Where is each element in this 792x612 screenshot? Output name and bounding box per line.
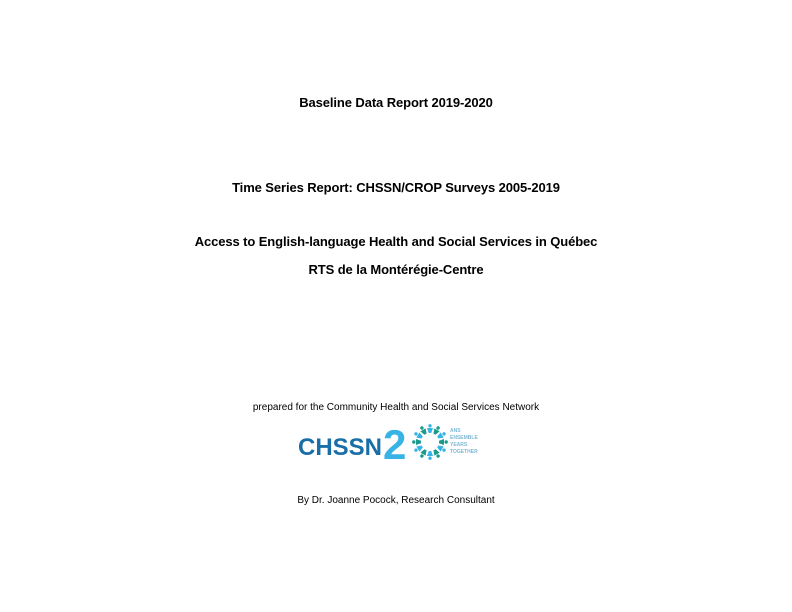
logo-person-figure-icon — [427, 424, 433, 433]
logo-person-figure-icon — [427, 451, 433, 460]
report-title: Baseline Data Report 2019-2020 — [299, 95, 493, 110]
logo-tagline-ensemble: ENSEMBLE — [450, 435, 478, 441]
author-credit: By Dr. Joanne Pocock, Research Consultant — [297, 495, 495, 506]
logo-ring-of-people-icon — [412, 424, 448, 460]
logo-numeral-two: 2 — [383, 422, 407, 462]
region-title: RTS de la Montérégie-Centre — [308, 262, 484, 277]
chssn-logo-graphic — [298, 422, 498, 462]
logo-tagline-years: YEARS — [450, 442, 468, 448]
series-title: Time Series Report: CHSSN/CROP Surveys 2005-2019 — [232, 180, 560, 195]
logo-tagline-together: TOGETHER — [450, 449, 478, 455]
logo-wordmark: CHSSN — [298, 434, 383, 461]
logo-person-figure-icon — [412, 439, 421, 445]
logo-person-figure-icon — [439, 439, 448, 445]
access-title: Access to English-language Health and Social Services in Québec — [194, 234, 598, 249]
chssn-20-logo — [298, 422, 498, 462]
logo-tagline-ans: ANS — [450, 428, 461, 434]
prepared-for-text: prepared for the Community Health and Social Services Network — [252, 402, 540, 413]
